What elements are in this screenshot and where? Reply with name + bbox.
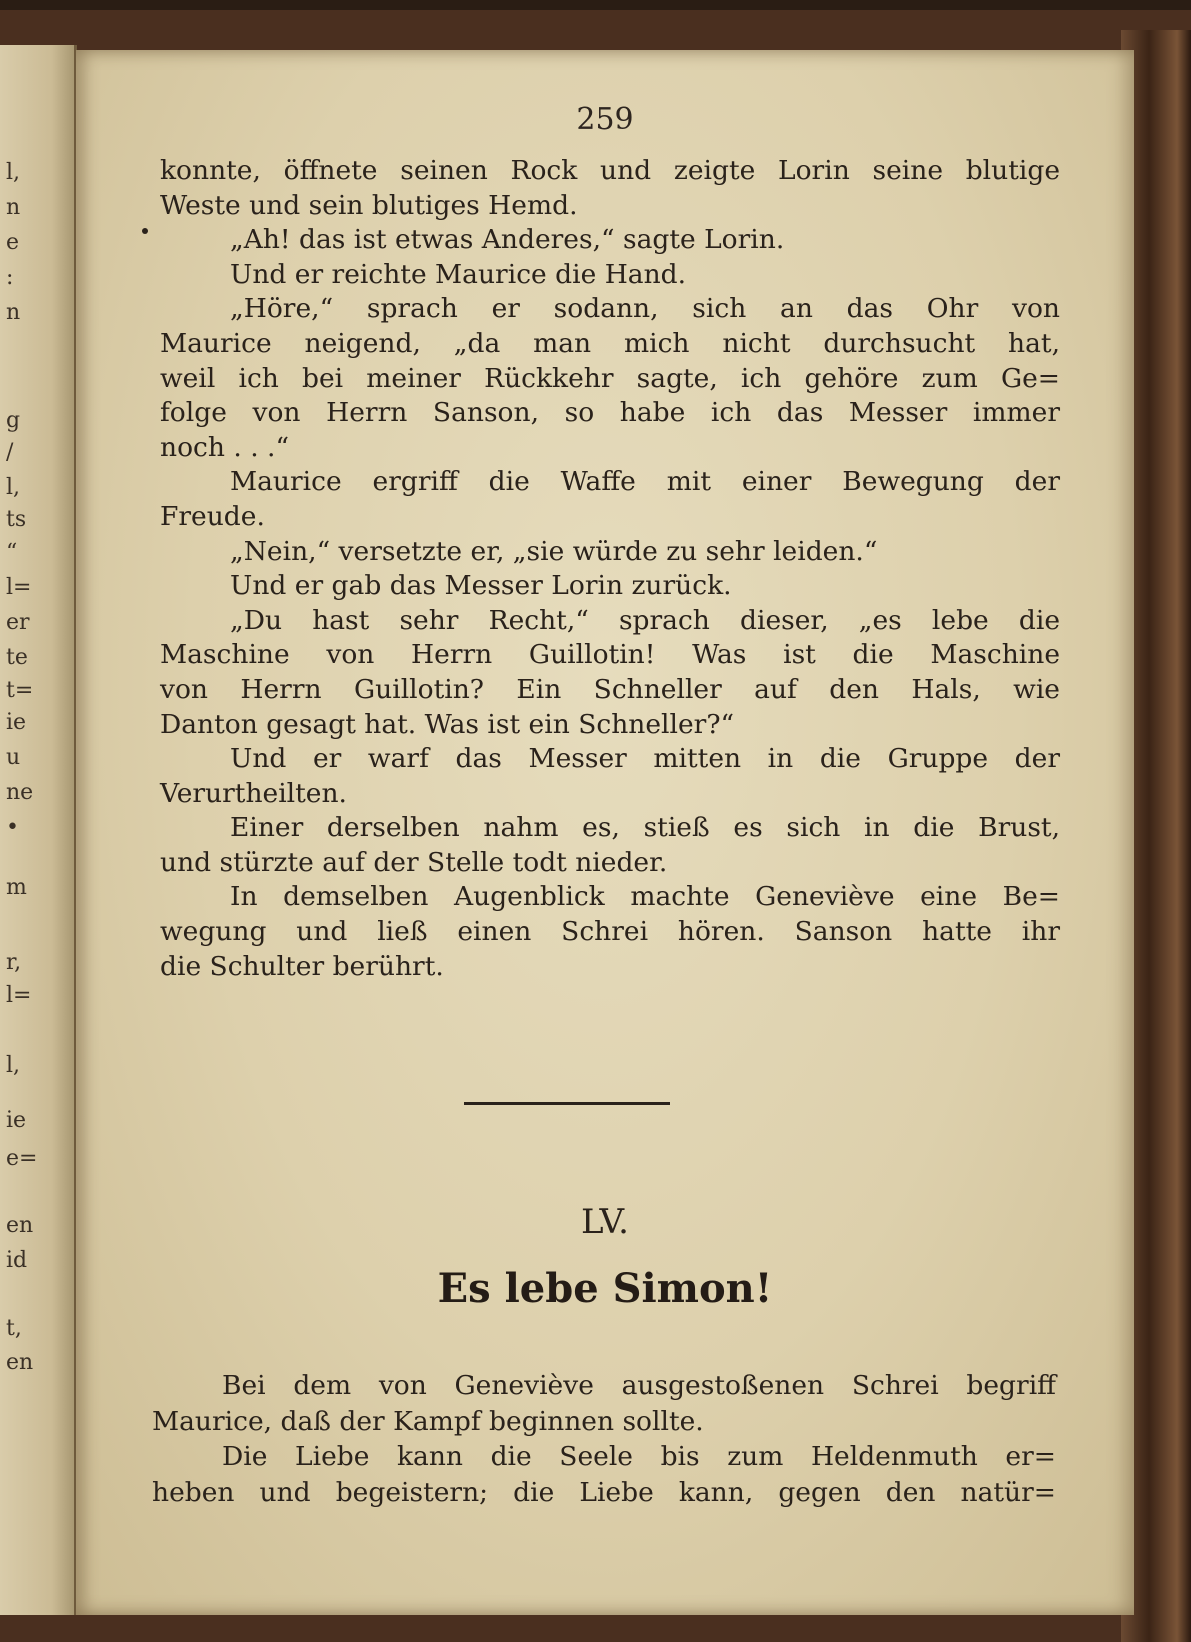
text-line: Freude. <box>160 500 265 532</box>
chapter-title: Es lebe Simon! <box>437 1265 773 1312</box>
book-page <box>76 50 1134 1615</box>
text-line: Und er warf das Messer mitten in die Gruppe der <box>230 743 1060 775</box>
left-page-fragment: t, <box>6 1316 22 1341</box>
left-page-fragment: l= <box>6 575 32 600</box>
left-page-fragment: en <box>6 1350 34 1375</box>
text-line: „Höre,“ sprach er sodann, sich an das Ohr von <box>230 293 1060 325</box>
text-line: Und er reichte Maurice die Hand. <box>230 258 687 290</box>
left-page-fragment: en <box>6 1213 34 1238</box>
text-line: Und er gab das Messer Lorin zurück. <box>230 570 732 602</box>
left-page-fragment: u <box>6 745 21 770</box>
text-line: Maurice ergriff die Waffe mit einer Bewegung der <box>230 466 1060 498</box>
text-line: Maurice neigend, „da man mich nicht durchsucht hat, <box>160 327 1060 359</box>
text-line: Maschine von Herrn Guillotin! Was ist die Maschine <box>160 639 1060 671</box>
text-line: folge von Herrn Sanson, so habe ich das Messer immer <box>160 397 1060 429</box>
left-page-fragment: e <box>6 230 20 255</box>
chapter-number: LV. <box>581 1202 629 1242</box>
left-page-fragment: ie <box>6 710 27 735</box>
left-page-fragment: m <box>6 875 27 900</box>
text-line: weil ich bei meiner Rückkehr sagte, ich gehöre zum Ge= <box>160 362 1060 394</box>
left-page-fragment: r, <box>6 950 22 975</box>
text-line: In demselben Augenblick machte Geneviève eine Be= <box>230 881 1060 913</box>
left-page-fragment: “ <box>6 540 18 565</box>
text-line: „Ah! das ist etwas Anderes,“ sagte Lorin. <box>230 224 785 256</box>
left-page-fragment: e= <box>6 1146 38 1171</box>
text-line: Einer derselben nahm es, stieß es sich in die Brust, <box>230 812 1060 844</box>
book <box>0 10 1191 1642</box>
text-line: die Schulter berührt. <box>160 950 444 982</box>
text-line: „Nein,“ versetzte er, „sie würde zu sehr leiden.“ <box>230 535 878 567</box>
margin-mark <box>142 228 148 234</box>
left-page-fragment: l, <box>6 475 21 500</box>
left-page-fragment: ts <box>6 507 27 532</box>
left-page-fragment: l= <box>6 983 32 1008</box>
left-page-fragment: : <box>6 265 14 290</box>
text-line: und stürzte auf der Stelle todt nieder. <box>160 846 668 878</box>
chapter-body-text <box>152 1368 1056 1510</box>
left-page-fragment: te <box>6 645 28 670</box>
left-page-fragment: l, <box>6 160 21 185</box>
left-page-fragment: id <box>6 1248 28 1273</box>
left-page-fragment: t= <box>6 678 34 703</box>
text-line: heben und begeistern; die Liebe kann, gegen den natür= <box>152 1476 1056 1508</box>
left-page-fragment: l, <box>6 1053 21 1078</box>
page-number: 259 <box>576 102 634 137</box>
left-page-edge <box>0 45 77 1615</box>
text-line: wegung und ließ einen Schrei hören. Sanson hatte ihr <box>160 916 1060 948</box>
left-page-fragment: • <box>6 815 19 840</box>
left-page-fragment: n <box>6 195 21 220</box>
left-page-fragment: / <box>6 440 14 465</box>
text-line: noch . . .“ <box>160 431 290 463</box>
left-page-fragment: er <box>6 610 30 635</box>
text-line: Verurtheilten. <box>160 777 347 809</box>
left-page-fragment: ie <box>6 1108 27 1133</box>
body-text <box>160 154 1060 984</box>
text-line: Bei dem von Geneviève ausgestoßenen Schrei begriff <box>222 1370 1056 1401</box>
text-line: Die Liebe kann die Seele bis zum Heldenmuth er= <box>222 1441 1056 1472</box>
text-line: konnte, öffnete seinen Rock und zeigte Lorin seine blutige <box>160 155 1060 186</box>
text-line: Maurice, daß der Kampf beginnen sollte. <box>152 1405 704 1437</box>
text-line: „Du hast sehr Recht,“ sprach dieser, „es lebe die <box>230 604 1060 636</box>
left-page-fragment: g <box>6 408 21 433</box>
section-divider <box>464 1102 670 1105</box>
text-line: Danton gesagt hat. Was ist ein Schneller?“ <box>160 708 735 740</box>
text-line: von Herrn Guillotin? Ein Schneller auf den Hals, wie <box>160 673 1060 705</box>
text-line: Weste und sein blutiges Hemd. <box>160 189 578 221</box>
left-page-fragment: ne <box>6 780 34 805</box>
left-page-fragment: n <box>6 300 21 325</box>
